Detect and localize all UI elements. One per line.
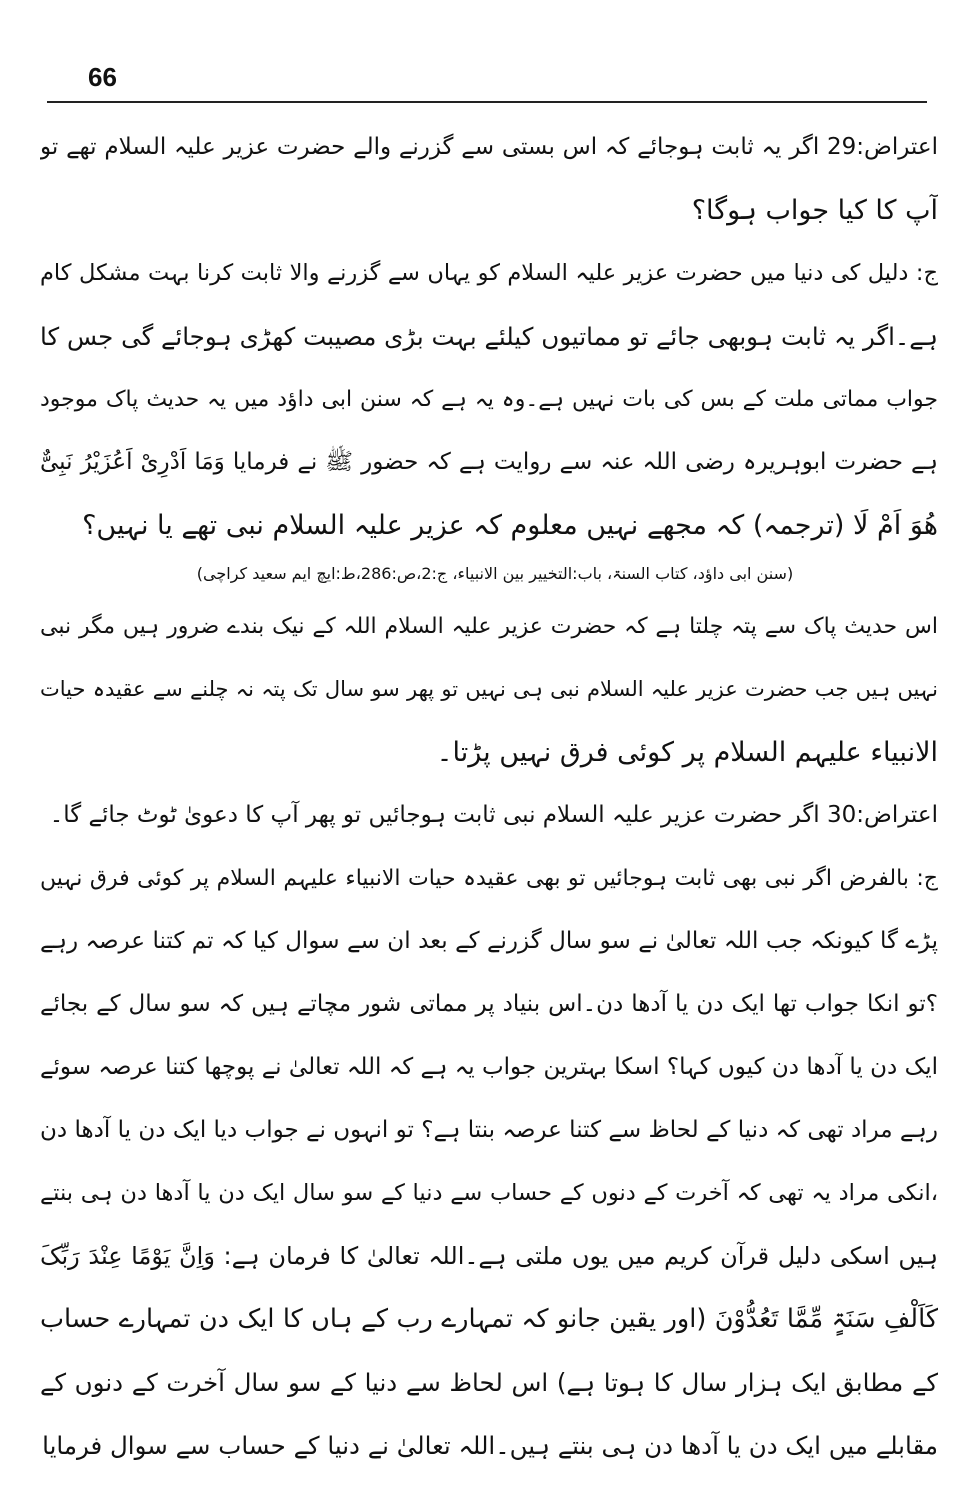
text-line: پڑے گا کیونکہ جب اللہ تعالیٰ نے سو سال گزرنے کے بعد ان سے سوال کیا کہ تم کتنا عرصہ رہے	[40, 928, 938, 954]
citation-reference: (سنن ابی داؤد، کتاب السنۃ، باب:التخییر بین الانبیاء، ج:2،ص:286،ط:ایچ ایم سعید کراچی)	[196, 564, 794, 583]
text-line: ہے۔اگر یہ ثابت ہوبھی جائے تو مماتیوں کیلئے بہت بڑی مصیبت کھڑی ہوجائے گی جس کا	[40, 322, 938, 351]
text-line: اعتراض:29 اگر یہ ثابت ہوجائے کہ اس بستی سے گزرنے والے حضرت عزیر علیہ السلام تھے تو	[40, 134, 938, 160]
header-rule	[47, 101, 927, 103]
text-line: ہیں اسکی دلیل قرآن کریم میں یوں ملتی ہے۔اللہ تعالیٰ کا فرمان ہے: وَاِنَّ یَوْمًا عِنْدَ رَبِّکَ	[40, 1242, 938, 1270]
text-line: نہیں ہیں جب حضرت عزیر علیہ السلام نبی ہی نہیں تو پھر سو سال تک پتہ نہ چلنے سے عقیدہ حیات	[40, 677, 938, 701]
page-number: 66	[88, 62, 117, 92]
text-line: جواب مماتی ملت کے بس کی بات نہیں ہے۔وہ یہ ہے کہ سنن ابی داؤد میں یہ حدیث پاک موجود	[40, 387, 938, 412]
text-line: ج: دلیل کی دنیا میں حضرت عزیر علیہ السلام کو یہاں سے گزرنے والا ثابت کرنا بہت مشکل کام	[40, 260, 938, 286]
text-line: ھُوَ اَمْ لَا (ترجمہ) کہ مجھے نہیں معلوم کہ عزیر علیہ السلام نبی تھے یا نہیں؟	[82, 510, 938, 541]
text-line: کَاَلْفِ سَنَۃٍ مِّمَّا تَعُدُّوْنَ (اور یقین جانو کہ تمہارے رب کے ہاں کا ایک دن تمہارے حساب	[40, 1304, 938, 1334]
text-line: مقابلے میں ایک دن یا آدھا دن ہی بنتے ہیں۔اللہ تعالیٰ نے دنیا کے حساب سے سوال فرمایا	[42, 1431, 938, 1460]
text-line: ج: بالفرض اگر نبی بھی ثابت ہوجائیں تو بھی عقیدہ حیات الانبیاء علیہم السلام پر کوئی فرق نہیں	[40, 866, 938, 891]
text-line: ایک دن یا آدھا دن کیوں کہا؟ اسکا بہترین جواب یہ ہے کہ اللہ تعالیٰ نے پوچھا کتنا عرصہ سوئے	[40, 1054, 938, 1080]
text-line: کے مطابق ایک ہزار سال کا ہوتا ہے) اس لحاظ سے دنیا کے سو سال آخرت کے دنوں کے	[40, 1368, 938, 1397]
text-line: اعتراض:30 اگر حضرت عزیر علیہ السلام نبی ثابت ہوجائیں تو پھر آپ کا دعویٰ ٹوٹ جائے گا۔	[49, 802, 938, 828]
text-block-bottom	[40, 595, 938, 1477]
text-block-top	[40, 116, 938, 557]
text-line: اس حدیث پاک سے پتہ چلتا ہے کہ حضرت عزیر علیہ السلام اللہ کے نیک بندے ضرور ہیں مگر نبی	[40, 614, 938, 639]
text-line: آپ کا کیا جواب ہوگا؟	[691, 195, 938, 226]
text-line: الانبیاء علیہم السلام پر کوئی فرق نہیں پڑتا۔	[436, 737, 938, 768]
text-line: ؟تو انکا جواب تھا ایک دن یا آدھا دن۔اس بنیاد پر مماتی شور مچاتے ہیں کہ سو سال کے بجائے	[40, 991, 938, 1017]
text-line: ،انکی مراد یہ تھی کہ آخرت کے دنوں کے حساب سے دنیا کے سو سال ایک دن یا آدھا دن ہی بنتے	[40, 1180, 938, 1206]
text-line: ہے حضرت ابوہریرہ رضی اللہ عنہ سے روایت ہے کہ حضور ﷺ نے فرمایا وَمَا اَدْرِیْ اَعُزَیْرُ نَبِیٌّ	[40, 449, 938, 475]
text-line: رہے مراد تھی کہ دنیا کے لحاظ سے کتنا عرصہ بنتا ہے؟ تو انہوں نے جواب دیا ایک دن یا آدھا دن	[40, 1117, 938, 1143]
